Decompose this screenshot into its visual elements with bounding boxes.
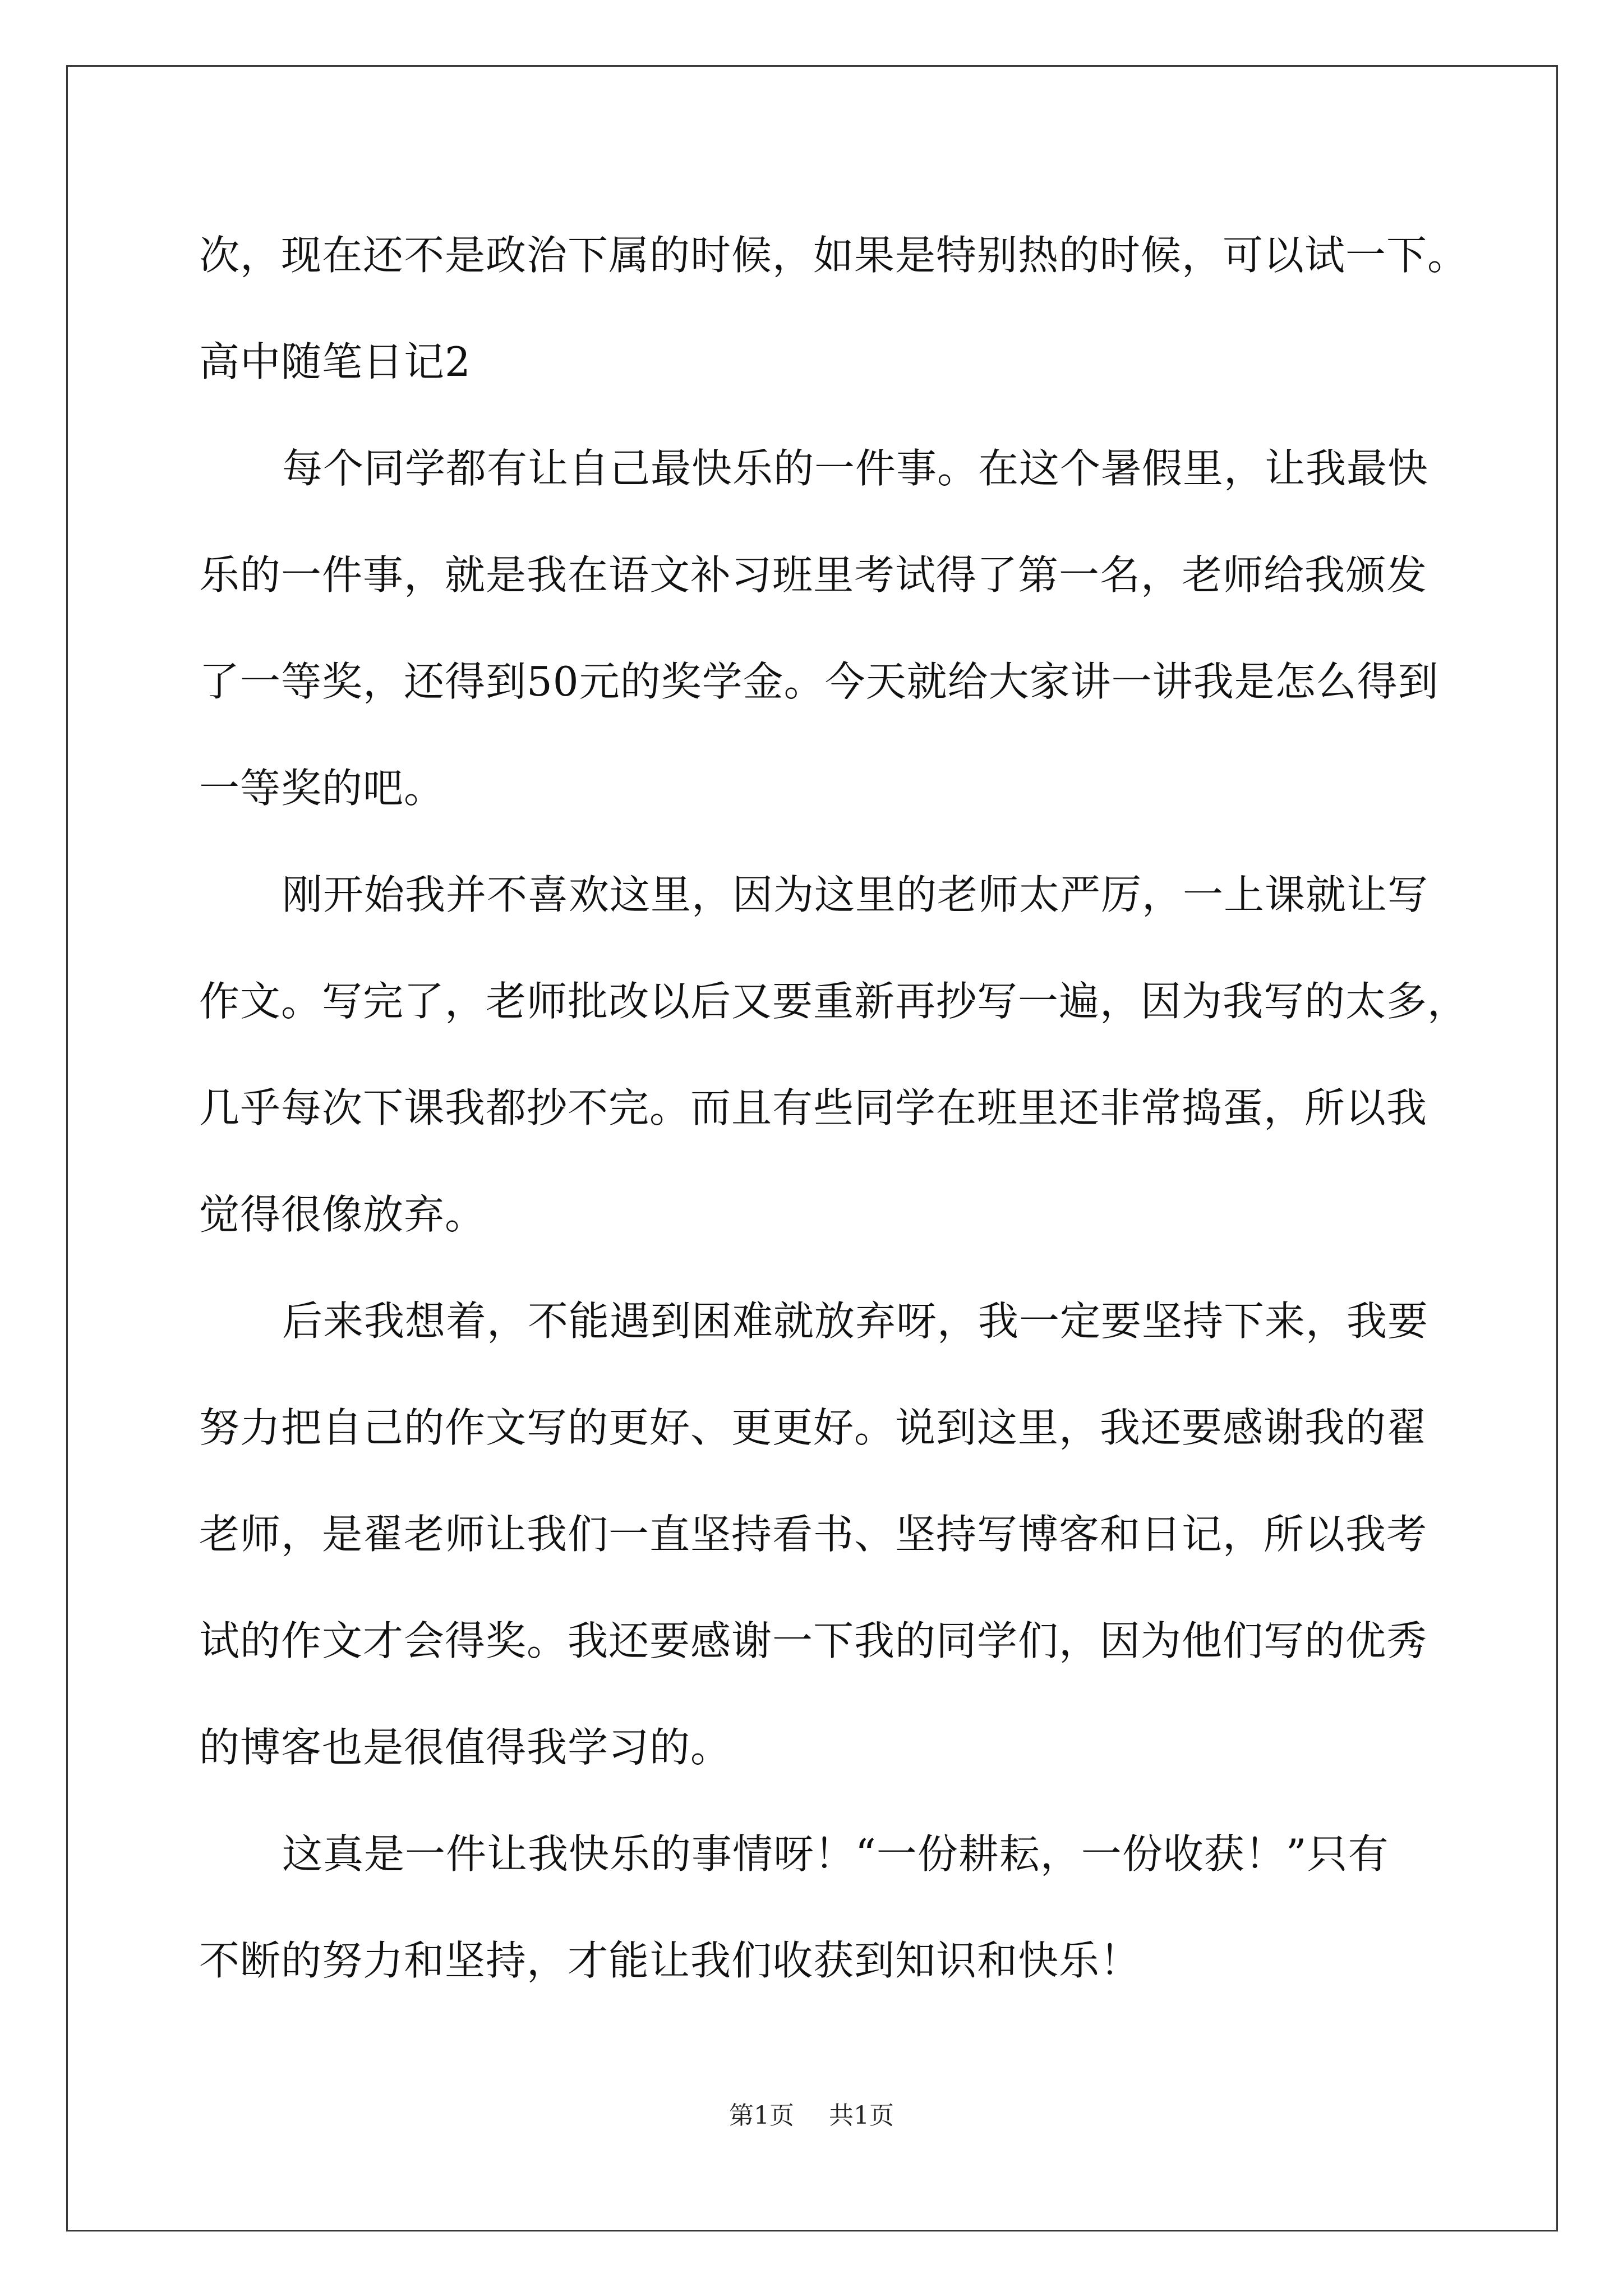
- text-line: 一等奖的吧。: [199, 765, 445, 812]
- text-line: 几乎每次下课我都抄不完。而且有些同学在班里还非常捣蛋，所以我: [199, 1084, 1428, 1131]
- text-line: 不断的努力和坚持，才能让我们收获到知识和快乐！: [199, 1937, 1141, 1984]
- text-line: 作文。写完了，老师批改以后又要重新再抄写一遍，因为我写的太多，: [199, 978, 1469, 1025]
- paragraph-start-line: 这真是一件让我快乐的事情呀！“一份耕耘，一份收获！”只有: [282, 1830, 1389, 1878]
- section-heading: 高中随笔日记2: [199, 338, 471, 385]
- text-line: 觉得很像放弃。: [199, 1191, 486, 1238]
- text-line: 试的作文才会得奖。我还要感谢一下我的同学们，因为他们写的优秀: [199, 1617, 1428, 1664]
- page-total: 共1页: [829, 2101, 894, 2130]
- text-line: 乐的一件事，就是我在语文补习班里考试得了第一名，老师给我颁发: [199, 551, 1428, 599]
- text-line: 老师，是翟老师让我们一直坚持看书、坚持写博客和日记，所以我考: [199, 1511, 1428, 1558]
- paragraph-start-line: 每个同学都有让自己最快乐的一件事。在这个暑假里，让我最快: [282, 445, 1429, 492]
- text-line: 了一等奖，还得到50元的奖学金。今天就给大家讲一讲我是怎么得到: [199, 658, 1439, 705]
- text-line: 次，现在还不是政治下属的时候，如果是特别热的时候，可以试一下。: [199, 232, 1469, 279]
- paragraph-start-line: 刚开始我并不喜欢这里，因为这里的老师太严厉，一上课就让写: [282, 871, 1429, 918]
- text-line: 的博客也是很值得我学习的。: [199, 1724, 732, 1771]
- document-body: [199, 202, 1467, 2014]
- page-footer: [0, 2099, 1623, 2133]
- page-number: 第1页: [729, 2101, 794, 2130]
- paragraph-start-line: 后来我想着，不能遇到困难就放弃呀，我一定要坚持下来，我要: [282, 1297, 1429, 1345]
- text-line: 努力把自己的作文写的更好、更更好。说到这里，我还要感谢我的翟: [199, 1404, 1428, 1451]
